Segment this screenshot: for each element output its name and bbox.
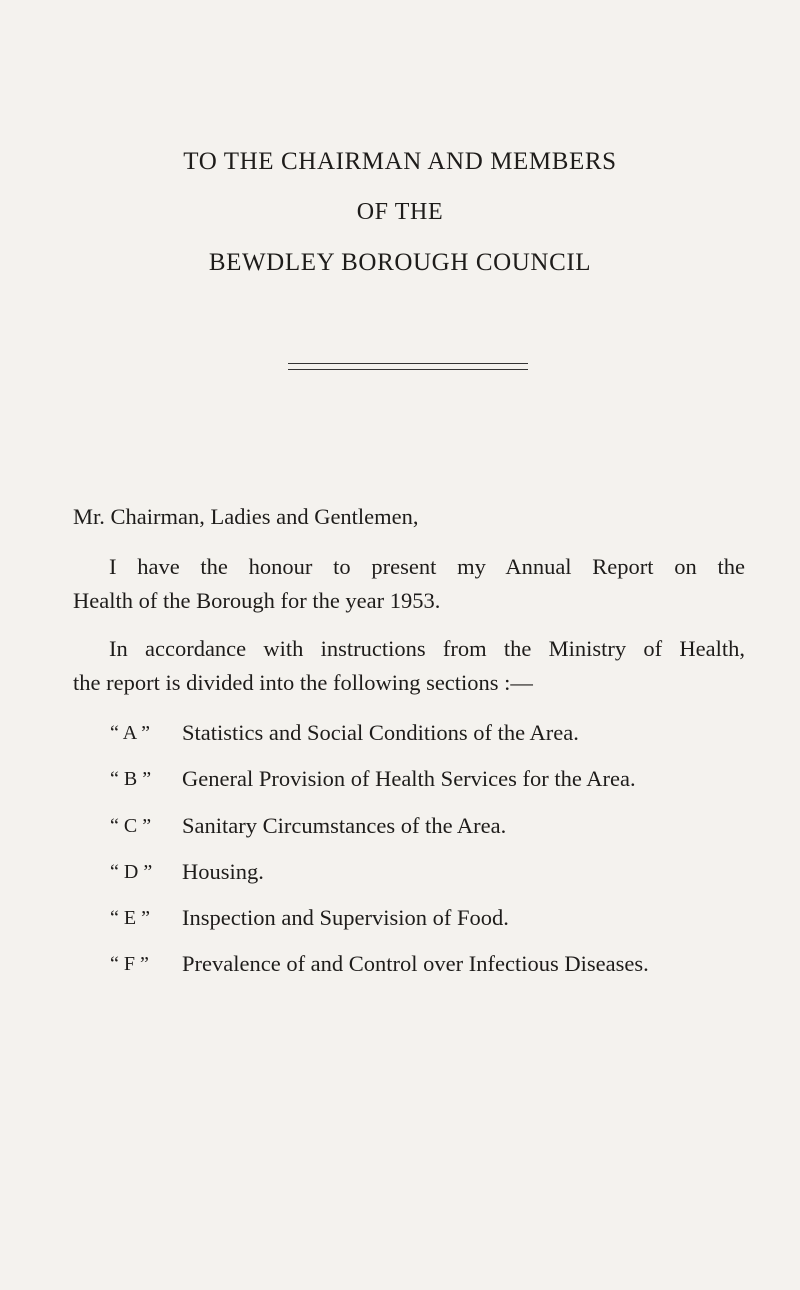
paragraph-sections-line-1: In accordance with instructions from the Ministry of Health, — [109, 636, 745, 661]
heading-line-1: TO THE CHAIRMAN AND MEMBERS — [183, 148, 617, 175]
section-item — [110, 901, 750, 935]
section-item — [110, 947, 750, 981]
heading-line-2: OF THE — [356, 199, 444, 225]
section-label: Prevalence of and Control over Infectious Diseases. — [182, 951, 649, 977]
section-label: General Provision of Health Services for the Area. — [182, 766, 636, 792]
paragraph-intro-line-1: I have the honour to present my Annual Report on the — [109, 554, 745, 579]
section-item — [110, 809, 750, 843]
section-item — [110, 855, 750, 889]
section-key: “ A ” — [110, 722, 150, 744]
section-label: Housing. — [182, 858, 264, 884]
sections-list — [110, 716, 750, 994]
section-key: “ E ” — [110, 907, 150, 930]
heading-line-3: BEWDLEY BOROUGH COUNCIL — [208, 249, 592, 276]
section-item — [110, 762, 750, 796]
section-key: “ D ” — [110, 860, 153, 883]
paragraph-sections-line-2: the report is divided into the following sections :— — [73, 670, 533, 695]
section-label: Sanitary Circumstances of the Area. — [182, 812, 507, 838]
section-label: Statistics and Social Conditions of the Area. — [182, 720, 579, 745]
paragraph-sections-intro — [73, 632, 745, 700]
section-item — [110, 716, 750, 750]
double-rule-divider — [288, 363, 528, 370]
section-key: “ F ” — [110, 953, 149, 976]
salutation: Mr. Chairman, Ladies and Gentlemen, — [73, 504, 419, 529]
paragraph-intro — [73, 550, 745, 618]
paragraph-intro-line-2: Health of the Borough for the year 1953. — [73, 588, 441, 613]
section-key: “ C ” — [110, 814, 152, 837]
section-key: “ B ” — [110, 768, 152, 791]
section-label: Inspection and Supervision of Food. — [182, 905, 509, 931]
